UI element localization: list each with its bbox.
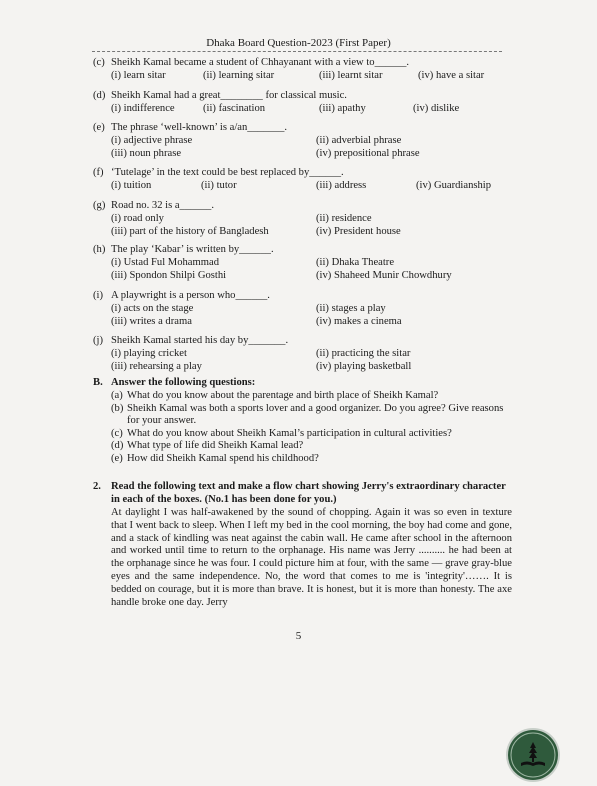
mcq-item [93,89,513,115]
mcq-label: (e) [93,122,105,133]
mcq-label: (j) [93,335,103,346]
question-item [111,428,511,441]
mcq-option: (ii) residence [316,213,372,224]
mcq-option: (iii) apathy [319,103,366,114]
mcq-item [93,121,513,160]
book-tree-icon [508,730,558,780]
page-number: 5 [295,630,302,642]
mcq-item [93,289,513,328]
mcq-option: (i) acts on the stage [111,303,194,314]
mcq-option: (iv) playing basketball [316,361,412,372]
mcq-option: (iii) address [316,180,367,191]
mcq-option: (i) learn sitar [111,70,166,81]
mcq-option: (iv) dislike [413,103,460,114]
question-number: 2. [93,481,101,492]
mcq-option: (ii) Dhaka Theatre [316,257,395,268]
mcq-option: (iii) learnt sitar [319,70,383,81]
question-text: Sheikh Kamal was both a sports lover and a good organizer. Do you agree? Give reasons for your answer. [127,402,504,427]
question-label: (a) [111,390,123,401]
question-item [111,453,511,466]
section-title: Answer the following questions: [111,377,256,388]
mcq-label: (i) [93,290,103,301]
page-header: Dhaka Board Question-2023 (First Paper) [206,37,391,49]
mcq-option: (iv) prepositional phrase [316,148,420,159]
mcq-stem: The phrase ‘well-known’ is a/an_______. [111,122,288,133]
mcq-option: (ii) tutor [201,180,237,191]
mcq-option: (iv) makes a cinema [316,316,402,327]
mcq-stem: Sheikh Kamal started his day by_______. [111,335,289,346]
mcq-label: (g) [93,200,106,211]
mcq-option: (iii) part of the history of Bangladesh [111,226,269,237]
mcq-option: (iii) writes a drama [111,316,192,327]
section-b-heading [93,377,255,388]
mcq-item [93,56,513,82]
question-title: Read the following text and make a flow chart showing Jerry's extraordinary character in each of the boxes. (No.1 has been done for you.) [111,481,506,505]
question-label: (d) [111,440,124,452]
mcq-label: (d) [93,90,106,101]
mcq-stem: Sheikh Kamal had a great________ for classical music. [111,90,347,101]
mcq-option: (i) adjective phrase [111,135,193,146]
mcq-option: (ii) stages a play [316,303,386,314]
question-text: What do you know about Sheikh Kamal’s participation in cultural activities? [127,427,452,439]
mcq-option: (ii) practicing the sitar [316,348,411,359]
question-item [111,403,511,428]
mcq-option: (ii) adverbial phrase [316,135,402,146]
mcq-option: (iv) President house [316,226,401,237]
question-text: What do you know about the parentage and birth place of Sheikh Kamal? [127,390,439,401]
mcq-option: (iv) have a sitar [418,70,485,81]
mcq-option: (iii) Spondon Shilpi Gosthi [111,270,227,281]
passage-text: At daylight I was half-awakened by the sound of chopping. Again it was so even in texture that I went back to sleep. When I left my bed in the cool morning, the boy had come and gone, and a stack of kindling was neat against the cabin wall. He came after school in the afternoon and worked until time to return to the orphanage. His name was Jerry .......... he had been at the orphanage since he was four. I could picture him at four, with the same — grave gray-blue eyes and the same independence. No, the word that comes to me is 'integrity'……. It is bedded on courage, but it is more than brave. It is honest, but it is more than honesty. The axe handle broke one day. Jerry [111,507,512,608]
mcq-option: (iv) Shaheed Munir Chowdhury [316,270,452,281]
mcq-option: (iii) noun phrase [111,148,182,159]
question-item [111,440,511,453]
question-label: (e) [111,452,123,464]
mcq-option: (i) indifference [111,103,175,114]
mcq-stem: The play ‘Kabar’ is written by______. [111,244,274,255]
section-number: B. [93,377,103,388]
mcq-option: (i) playing cricket [111,348,187,359]
mcq-stem: Road no. 32 is a______. [111,200,214,211]
book-tree-logo [508,730,558,780]
section-b-questions [111,390,511,466]
mcq-item [93,166,513,192]
mcq-option: (i) Ustad Ful Mohammad [111,257,219,268]
mcq-item [93,243,513,282]
question-2-heading [93,481,513,506]
question-text: How did Sheikh Kamal spend his childhood? [127,452,319,464]
mcq-label: (c) [93,57,105,68]
mcq-option: (i) tuition [111,180,152,191]
question-label: (b) [111,402,124,414]
question-label: (c) [111,427,123,439]
mcq-option: (i) road only [111,213,164,224]
mcq-option: (ii) fascination [203,103,266,114]
mcq-stem: A playwright is a person who______. [111,290,270,301]
mcq-stem: Sheikh Kamal became a student of Chhayanant with a view to______. [111,57,410,68]
mcq-label: (h) [93,244,106,255]
mcq-option: (ii) learning sitar [203,70,275,81]
mcq-option: (iv) Guardianship [416,180,492,191]
mcq-option: (iii) rehearsing a play [111,361,202,372]
question-item [111,390,511,403]
header-divider [92,51,502,52]
mcq-item [93,199,513,238]
mcq-item [93,334,513,373]
mcq-stem: ‘Tutelage’ in the text could be best replaced by______. [111,167,344,178]
question-text: What type of life did Sheikh Kamal lead? [127,440,304,452]
mcq-label: (f) [93,167,104,178]
